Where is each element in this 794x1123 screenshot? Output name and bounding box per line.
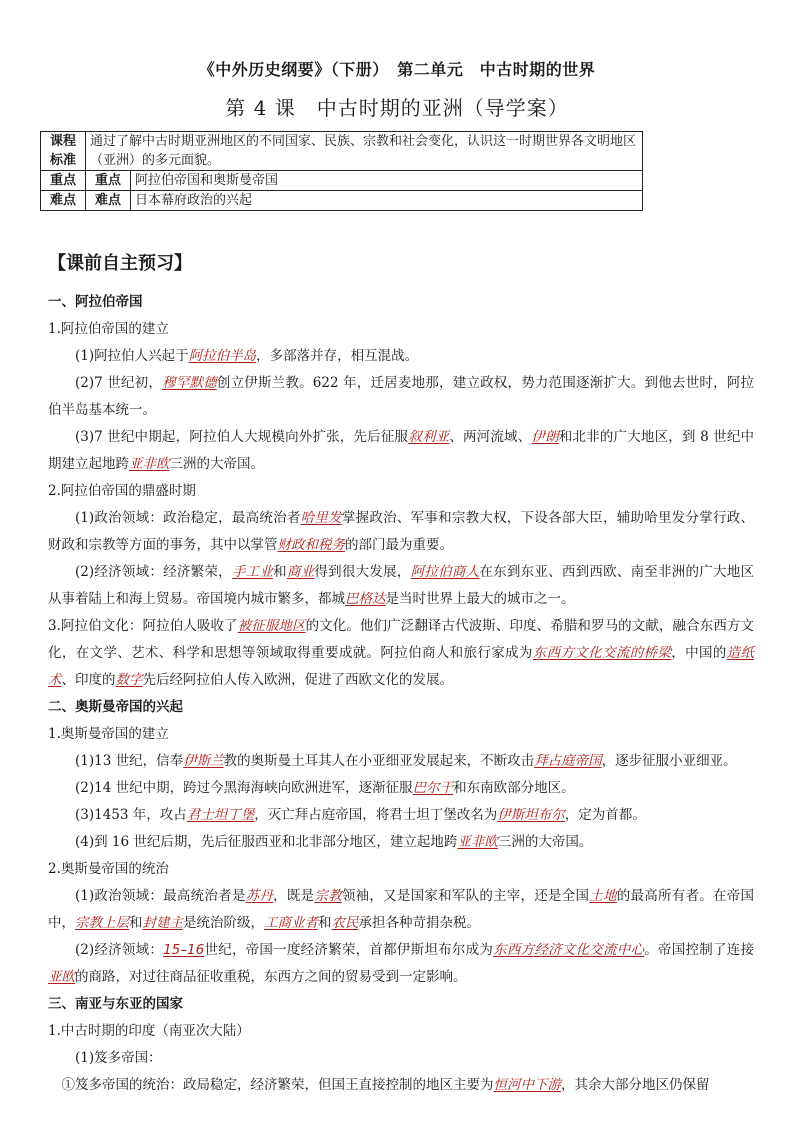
paragraph bbox=[48, 937, 754, 991]
paragraph bbox=[48, 802, 754, 829]
fill-answer: 封建主 bbox=[142, 915, 183, 931]
fill-answer: 东西方经济文化交流中心 bbox=[493, 942, 645, 958]
fill-answer: 恒河中下游 bbox=[493, 1077, 561, 1093]
table-row bbox=[41, 171, 643, 191]
paragraph bbox=[48, 559, 754, 613]
fill-answer: 财政和税务 bbox=[277, 537, 345, 553]
fill-answer: 宗教 bbox=[314, 888, 342, 904]
fill-answer: 君士坦丁堡 bbox=[186, 807, 255, 823]
paragraph bbox=[48, 613, 754, 694]
text: 和 bbox=[129, 915, 143, 931]
fill-answer: 哈里发 bbox=[300, 510, 342, 526]
text: 的最高所有者。在帝国中， bbox=[48, 888, 755, 931]
text: 三洲的大帝国。 bbox=[497, 834, 593, 850]
paragraph bbox=[48, 343, 754, 370]
fill-answer: 阿拉伯半岛 bbox=[188, 348, 257, 364]
paragraph bbox=[48, 748, 754, 775]
table-row bbox=[41, 191, 643, 211]
paragraph: (1)笈多帝国： bbox=[75, 1050, 162, 1066]
text: 、印度的 bbox=[61, 672, 116, 688]
table-row bbox=[41, 132, 643, 171]
curriculum-standards-table bbox=[40, 131, 643, 211]
text: 世纪，帝国一度经济繁荣，首都伊斯坦布尔成为 bbox=[204, 942, 494, 958]
fill-answer: 商业 bbox=[286, 564, 315, 580]
text: 在东到东亚、西到西欧、南至非洲的广大地区从事着陆上和海上贸易。帝国境内城市繁多，都城 bbox=[48, 564, 755, 607]
section-title-ottoman-empire: 二、奥斯曼帝国的兴起 bbox=[48, 699, 183, 715]
text: (2)7 世纪初， bbox=[75, 375, 163, 391]
text: (1)阿拉伯人兴起于 bbox=[75, 348, 189, 364]
text: (1)政治领域：政治稳定，最高统治者 bbox=[75, 510, 301, 526]
text: (2)经济领域：经济繁荣， bbox=[75, 564, 232, 580]
text: 是当时世界上最大的城市之一。 bbox=[385, 591, 575, 607]
fill-answer: 手工业 bbox=[231, 564, 274, 580]
text: (4)到 16 世纪后期，先后征服西亚和北非部分地区，建立起地跨 bbox=[75, 834, 458, 850]
text: (1)政治领域：最高统治者是 bbox=[75, 888, 246, 904]
text: 领袖，又是国家和军队的主宰，还是全国 bbox=[341, 888, 590, 904]
fill-answer: 拜占庭帝国 bbox=[534, 753, 602, 769]
paragraph bbox=[48, 775, 754, 802]
subsection-title: 1.中古时期的印度（南亚次大陆） bbox=[48, 1023, 250, 1039]
fill-answer: 数字 bbox=[115, 672, 143, 688]
fill-answer: 伊斯兰 bbox=[183, 753, 224, 769]
text: 的文化。他们广泛翻译古代波斯、印度、希腊和罗马的文献，融合东西方文化，在文学、艺术、科学和思想等领域取得重要成就。阿拉伯商人和旅行家成为 bbox=[48, 618, 755, 661]
paragraph bbox=[48, 1072, 754, 1099]
text: ，逐步征服小亚细亚。 bbox=[601, 753, 737, 769]
text: (3)7 世纪中期起，阿拉伯人大规模向外扩张，先后征服 bbox=[75, 429, 409, 445]
fill-answer: 亚非欧 bbox=[457, 834, 498, 850]
text: 的商路，对过往商品征收重税，东西方之间的贸易受到一定影响。 bbox=[75, 969, 467, 985]
book-unit-title: 《中外历史纲要》（下册） 第二单元 中古时期的世界 bbox=[198, 60, 596, 79]
fill-answer: 穆罕默德 bbox=[162, 375, 217, 391]
paragraph bbox=[48, 883, 754, 937]
key-point-text: 阿拉伯帝国和奥斯曼帝国 bbox=[131, 171, 643, 191]
fill-answer: 亚欧 bbox=[48, 969, 75, 985]
text: 创立伊斯兰教。622 年，迁居麦地那，建立政权，势力范围逐渐扩大。到他去世时，阿拉伯半岛基本统一。 bbox=[48, 375, 754, 418]
fill-answer: 15–16 bbox=[163, 942, 205, 958]
paragraph bbox=[48, 370, 754, 424]
fill-answer: 苏丹 bbox=[245, 888, 274, 904]
fill-answer: 伊斯坦布尔 bbox=[497, 807, 565, 823]
fill-answer: 工商业者 bbox=[264, 915, 318, 931]
difficulty-text: 日本幕府政治的兴起 bbox=[131, 191, 643, 211]
text: 和东南欧部分地区。 bbox=[453, 780, 575, 796]
text: 和 bbox=[273, 564, 287, 580]
text: 得到很大发展， bbox=[314, 564, 411, 580]
paragraph bbox=[48, 505, 754, 559]
course-standard-text: 通过了解中古时期亚洲地区的不同国家、民族、宗教和社会变化，认识这一时期世界各文明地区（亚洲）的多元面貌。 bbox=[86, 132, 643, 171]
fill-answer: 宗教上层 bbox=[75, 915, 129, 931]
fill-answer: 造纸术 bbox=[48, 645, 755, 688]
section-title-south-east-asia: 三、南亚与东亚的国家 bbox=[48, 996, 183, 1012]
text: 是统治阶级， bbox=[183, 915, 264, 931]
fill-answer: 亚非欧 bbox=[129, 456, 170, 472]
subsection-title: 2.奥斯曼帝国的统治 bbox=[48, 861, 169, 877]
text: (2)经济领域： bbox=[75, 942, 164, 958]
paragraph bbox=[48, 424, 754, 478]
section-title-arab-empire: 一、阿拉伯帝国 bbox=[48, 294, 143, 310]
text: (3)1453 年，攻占 bbox=[75, 807, 187, 823]
text: ，多部落并存，相互混战。 bbox=[256, 348, 419, 364]
text: (1)13 世纪，信奉 bbox=[75, 753, 184, 769]
fill-answer: 阿拉伯商人 bbox=[410, 564, 480, 580]
text: 的部门最为重要。 bbox=[345, 537, 453, 553]
fill-answer: 巴格达 bbox=[345, 591, 386, 607]
difficulty-label: 难点 bbox=[41, 191, 86, 211]
fill-answer: 被征服地区 bbox=[237, 618, 306, 634]
fill-answer: 土地 bbox=[589, 888, 617, 904]
fill-answer: 叙利亚 bbox=[408, 429, 450, 445]
key-point-sub-label: 重点 bbox=[86, 171, 131, 191]
text: 、两河流域、 bbox=[449, 429, 532, 445]
subsection-title: 1.阿拉伯帝国的建立 bbox=[48, 321, 169, 337]
text: ①笈多帝国的统治：政局稳定，经济繁荣，但国王直接控制的地区主要为 bbox=[61, 1077, 494, 1093]
fill-answer: 巴尔干 bbox=[412, 780, 454, 796]
paragraph bbox=[48, 829, 754, 856]
text: 承担各种苛捐杂税。 bbox=[358, 915, 480, 931]
fill-answer: 伊朗 bbox=[531, 429, 559, 445]
lesson-title: 第 4 课 中古时期的亚洲（导学案） bbox=[225, 96, 569, 120]
text: 。帝国控制了连接 bbox=[644, 942, 755, 958]
text: ，既是 bbox=[273, 888, 315, 904]
text: ，定为首都。 bbox=[564, 807, 646, 823]
fill-answer: 农民 bbox=[331, 915, 359, 931]
text: ，其余大部分地区仍保留 bbox=[561, 1077, 710, 1093]
preview-body bbox=[48, 249, 754, 1099]
subsection-title: 1.奥斯曼帝国的建立 bbox=[48, 726, 169, 742]
key-point-label: 重点 bbox=[41, 171, 86, 191]
text: (2)14 世纪中期，跨过今黑海海峡向欧洲进军，逐渐征服 bbox=[75, 780, 413, 796]
preview-heading: 【课前自主预习】 bbox=[48, 253, 192, 274]
text: ，灭亡拜占庭帝国，将君士坦丁堡改名为 bbox=[254, 807, 498, 823]
text: 和 bbox=[318, 915, 332, 931]
text: 3.阿拉伯文化：阿拉伯人吸收了 bbox=[48, 618, 238, 634]
text: ，中国的 bbox=[671, 645, 727, 661]
course-standard-label: 课程标准 bbox=[41, 132, 86, 171]
difficulty-sub-label: 难点 bbox=[86, 191, 131, 211]
text: 教的奥斯曼土耳其人在小亚细亚发展起来，不断攻击 bbox=[223, 753, 535, 769]
text: 先后经阿拉伯人传入欧洲，促进了西欧文化的发展。 bbox=[142, 672, 453, 688]
text: 三洲的大帝国。 bbox=[169, 456, 264, 472]
text: 掌握政治、军事和宗教大权，下设各部大臣，辅助哈里发分掌行政、财政和宗教等方面的事务，其中以掌管 bbox=[48, 510, 755, 553]
text: 和北非的广大地区，到 8 世纪中期建立起地跨 bbox=[48, 429, 755, 472]
fill-answer: 东西方文化交流的桥梁 bbox=[532, 645, 672, 661]
subsection-title: 2.阿拉伯帝国的鼎盛时期 bbox=[48, 483, 196, 499]
